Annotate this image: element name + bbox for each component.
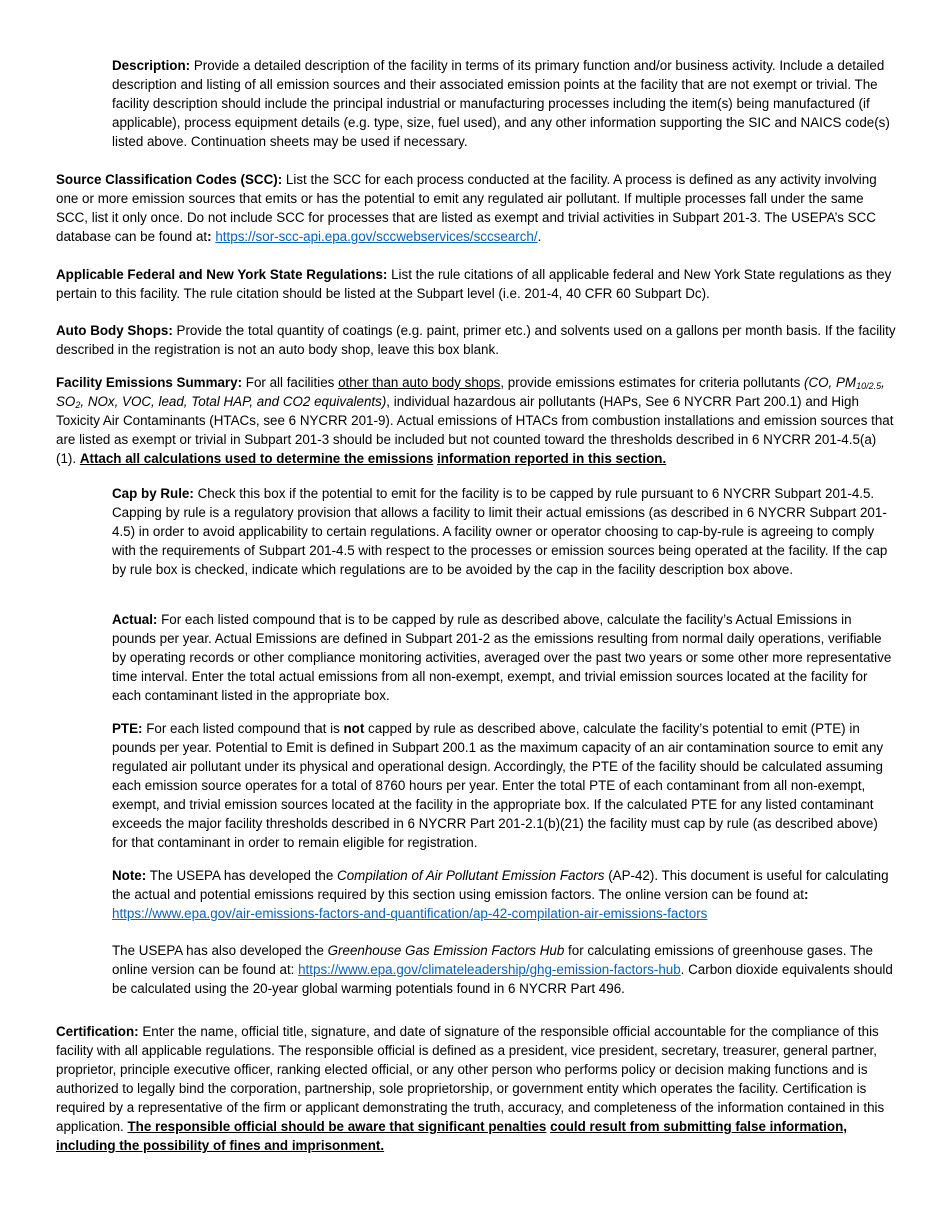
pollutants-italic-1: (CO, PM <box>804 375 857 390</box>
autobody-text: Provide the total quantity of coatings (e.g. paint, primer etc.) and solvents used on a gallons per month basis. If the facility described in the registration is not an auto body shop, leave this box blank. <box>56 323 896 357</box>
pte-section <box>112 719 896 852</box>
pm-subscript: 10/2.5 <box>856 381 882 391</box>
actual-section <box>112 610 896 705</box>
emissions-text-1: For all facilities <box>242 375 339 390</box>
description-section <box>112 56 896 151</box>
cap-heading: Cap by Rule: <box>112 486 194 501</box>
ghg-text-1: The USEPA has also developed the <box>112 943 328 958</box>
pte-heading: PTE: <box>112 721 143 736</box>
scc-end: . <box>537 229 542 244</box>
emissions-attach-notice-1: Attach all calculations used to determine the emissions <box>79 451 434 466</box>
certification-section <box>56 1022 896 1155</box>
pte-text-1: For each listed compound that is <box>142 721 344 736</box>
so-subscript: 2 <box>75 400 81 410</box>
ghg-text-3: . Carbon dioxide equivalents should be calculated using the 20-year global warming potentials found in 6 NYCRR Part 496. <box>112 962 893 996</box>
description-heading: Description: <box>112 58 191 73</box>
pollutants-italic-2: , SO <box>56 375 885 409</box>
certification-warning-2: could result from submitting false information, including the possibility of fines and imprisonment. <box>56 1119 847 1153</box>
ghg-hub-link[interactable]: https://www.epa.gov/climateleadership/ghg-emission-factors-hub <box>298 962 681 977</box>
emissions-heading: Facility Emissions Summary: <box>56 375 243 390</box>
actual-heading: Actual: <box>112 612 158 627</box>
emissions-text-3: , individual hazardous air pollutants (HAPs, See 6 NYCRR Part 200.1) and High Toxicity Air Contaminants (HTACs, see 6 NYCRR 201-9). Actual emissions of HTACs from combustion installations and emission sources that are listed as exempt or trivial in Subpart 201-3 should be included but not counted toward the thresholds described in 6 NYCRR 201-4.5(a)(1). <box>56 394 894 466</box>
autobody-section <box>56 321 896 359</box>
cap-by-rule-section <box>112 484 896 579</box>
certification-text: Enter the name, official title, signature, and date of signature of the responsible official accountable for the compliance of this facility with all applicable regulations. The responsible official is defined as a president, vice president, secretary, treasurer, general partner, proprietor, principle executive officer, ranking elected official, or any other person who performs policy or decision making functions and is authorized to legally bind the corporation, partnership, sole proprietorship, or government entity which operates the facility. Certification is required by a representative of the firm or applicant demonstrating the truth, accuracy, and completeness of the information contained in this application. <box>56 1024 885 1134</box>
scc-text: List the SCC for each process conducted at the facility. A process is defined as any activity involving one or more emission sources that emits or has the potential to emit any regulated air pollutant. If multiple processes fall under the same SCC, list it only once. Do not include SCC for processes that are listed as exempt and trivial activities in Subpart 201-3. The USEPA’s SCC database can be found at <box>56 172 877 244</box>
description-text: Provide a detailed description of the facility in terms of its primary function and/or business activity. Include a detailed description and listing of all emission sources and their associated emission points at the facility that are not exempt or trivial. The facility description should include the principal industrial or manufacturing processes including the item(s) being manufactured (if applicable), process equipment details (e.g. type, size, fuel used), and any other information supporting the SIC and NAICS code(s) listed above. Continuation sheets may be used if necessary. <box>112 58 890 149</box>
regulations-text: List the rule citations of all applicable federal and New York State regulations as they pertain to this facility. The rule citation should be listed at the Subpart level (i.e. 201-4, 40 CFR 60 Subpart Dc). <box>56 267 892 301</box>
emissions-underlined-text: other than auto body shops <box>338 375 501 390</box>
certification-warning-1: The responsible official should be aware that significant penalties <box>127 1119 547 1134</box>
autobody-heading: Auto Body Shops: <box>56 323 173 338</box>
actual-text: For each listed compound that is to be capped by rule as described above, calculate the facility’s Actual Emissions in pounds per year. Actual Emissions are defined in Subpart 201-2 as the emissions resulting from normal daily operations, verifiable by operating records or other compliance monitoring activities, averaged over the past two years or some other more representative time interval. Enter the total actual emissions from all non-exempt, exempt, and trivial emission sources located at the facility for each contaminant listed in the appropriate box. <box>112 612 892 703</box>
emissions-text-2: , provide emissions estimates for criteria pollutants <box>500 375 805 390</box>
pollutants-italic-3: , NOx, VOC, lead, Total HAP, and CO2 equivalents) <box>80 394 387 409</box>
ghg-text-2: for calculating emissions of greenhouse gases. The online version can be found at: <box>112 943 873 977</box>
scc-section <box>56 170 896 246</box>
emissions-summary-section <box>56 373 896 468</box>
scc-database-link[interactable]: https://sor-scc-api.epa.gov/sccwebservices/sccsearch/ <box>215 229 538 244</box>
cap-text: Check this box if the potential to emit for the facility is to be capped by rule pursuant to 6 NYCRR Subpart 201-4.5. Capping by rule is a regulatory provision that allows a facility to limit their actual emissions (as described in 6 NYCRR Subpart 201-4.5) in order to avoid applicability to certain regulations. A facility owner or operator choosing to cap-by-rule is agreeing to comply with the requirements of Subpart 201-4.5 with respect to the processes or emission sources being operated at the facility. If the cap by rule box is checked, indicate which regulations are to be avoided by the cap in the facility description box above. <box>112 486 888 577</box>
certification-heading: Certification: <box>56 1024 139 1039</box>
regulations-heading: Applicable Federal and New York State Regulations: <box>56 267 388 282</box>
ap42-link[interactable]: https://www.epa.gov/air-emissions-factors-and-quantification/ap-42-compilation-air-emissions-factors <box>112 906 708 921</box>
note-text-1: The USEPA has developed the <box>146 868 338 883</box>
ghg-hub-title: Greenhouse Gas Emission Factors Hub <box>327 943 565 958</box>
ghg-section <box>112 941 896 998</box>
emissions-attach-notice-2: information reported in this section. <box>437 451 667 466</box>
regulations-section <box>56 265 896 303</box>
pte-not-emphasis: not <box>343 721 365 736</box>
note-text-2: (AP-42). This document is useful for calculating the actual and potential emissions required by this section using emission factors. The online version can be found at <box>112 868 889 902</box>
note-heading: Note: <box>112 868 147 883</box>
note-section <box>112 866 896 923</box>
note-colon: : <box>804 887 809 902</box>
ap42-title: Compilation of Air Pollutant Emission Factors <box>337 868 605 883</box>
scc-heading: Source Classification Codes (SCC): <box>56 172 283 187</box>
pte-text-2: capped by rule as described above, calculate the facility’s potential to emit (PTE) in pounds per year. Potential to Emit is defined in Subpart 200.1 as the maximum capacity of an air contamination source to emit any regulated air pollutant under its physical and operational design. Accordingly, the PTE of the facility should be calculated assuming each emission source operates for a total of 8760 hours per year. Enter the total PTE of each contaminant from all non-exempt, exempt, and trivial emission sources located at the facility in the appropriate box. If the calculated PTE for any listed contaminant exceeds the major facility thresholds described in 6 NYCRR Part 201-2.1(b)(21) the facility must cap by rule (as described above) for that contaminant in order to remain eligible for registration. <box>112 721 884 850</box>
scc-colon: : <box>207 229 212 244</box>
